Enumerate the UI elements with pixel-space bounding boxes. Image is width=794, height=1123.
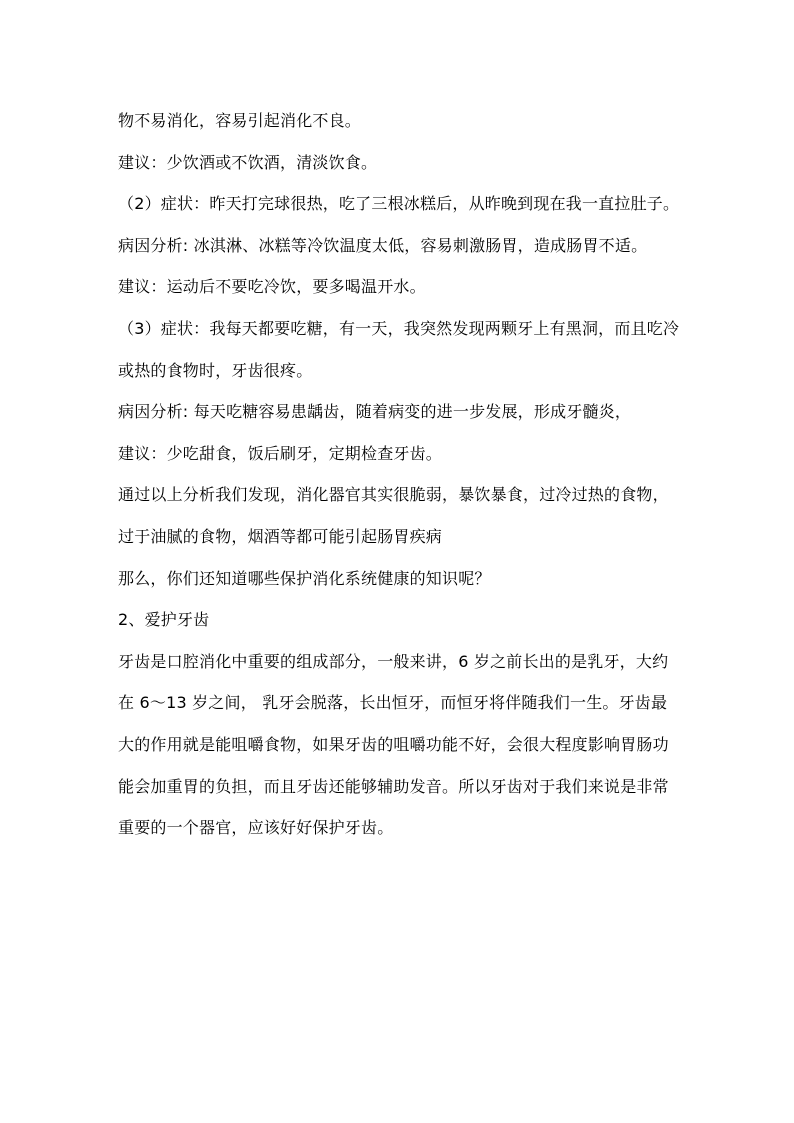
paragraph-advice-3: 建议：少吃甜食，饭后刷牙，定期检查牙齿。	[118, 443, 443, 463]
paragraph-advice-2: 建议：运动后不要吃冷饮，要多喝温开水。	[118, 277, 426, 297]
document-body	[118, 100, 683, 849]
paragraph-question: 那么，你们还知道哪些保护消化系统健康的知识呢？	[118, 568, 491, 588]
paragraph-advice-alcohol: 建议：少饮酒或不饮酒，清淡饮食。	[118, 152, 378, 172]
paragraph-cause-2: 病因分析: 冰淇淋、冰糕等冷饮温度太低，容易刺激肠胃，造成肠胃不适。	[118, 235, 648, 255]
paragraph-indigestion-end: 物不易消化，容易引起消化不良。	[118, 111, 362, 130]
paragraph-symptom-2: （2）症状：昨天打完球很热，吃了三根冰糕后，从昨晚到现在我一直拉肚子。	[118, 194, 680, 214]
paragraph-symptom-3: （3）症状：我每天都要吃糖，有一天，我突然发现两颗牙上有黑洞，而且吃冷或热的食物时，牙齿很疼。	[118, 318, 680, 380]
paragraph-cause-3: 病因分析: 每天吃糖容易患龋齿，随着病变的进一步发展，形成牙髓炎，	[118, 402, 632, 422]
paragraph-teeth-body: 牙齿是口腔消化中重要的组成部分，一般来讲，6 岁之前长出的是乳牙，大约在 6～13 岁之间， 乳牙会脱落，长出恒牙，而恒牙将伴随我们一生。牙齿最大的作用就是能咀嚼食物，如果牙齿的咀嚼功能不好，会很大程度影响胃肠功能会加重胃的负担，而且牙齿还能够辅助发音。所以牙齿对于我们来说是非常重要的一个器官，应该好好保护牙齿。	[118, 651, 669, 838]
section-heading-teeth: 2、爱护牙齿	[118, 610, 210, 630]
paragraph-summary: 通过以上分析我们发现，消化器官其实很脆弱，暴饮暴食，过冷过热的食物，过于油腻的食物，烟酒等都可能引起肠胃疾病	[118, 485, 669, 546]
